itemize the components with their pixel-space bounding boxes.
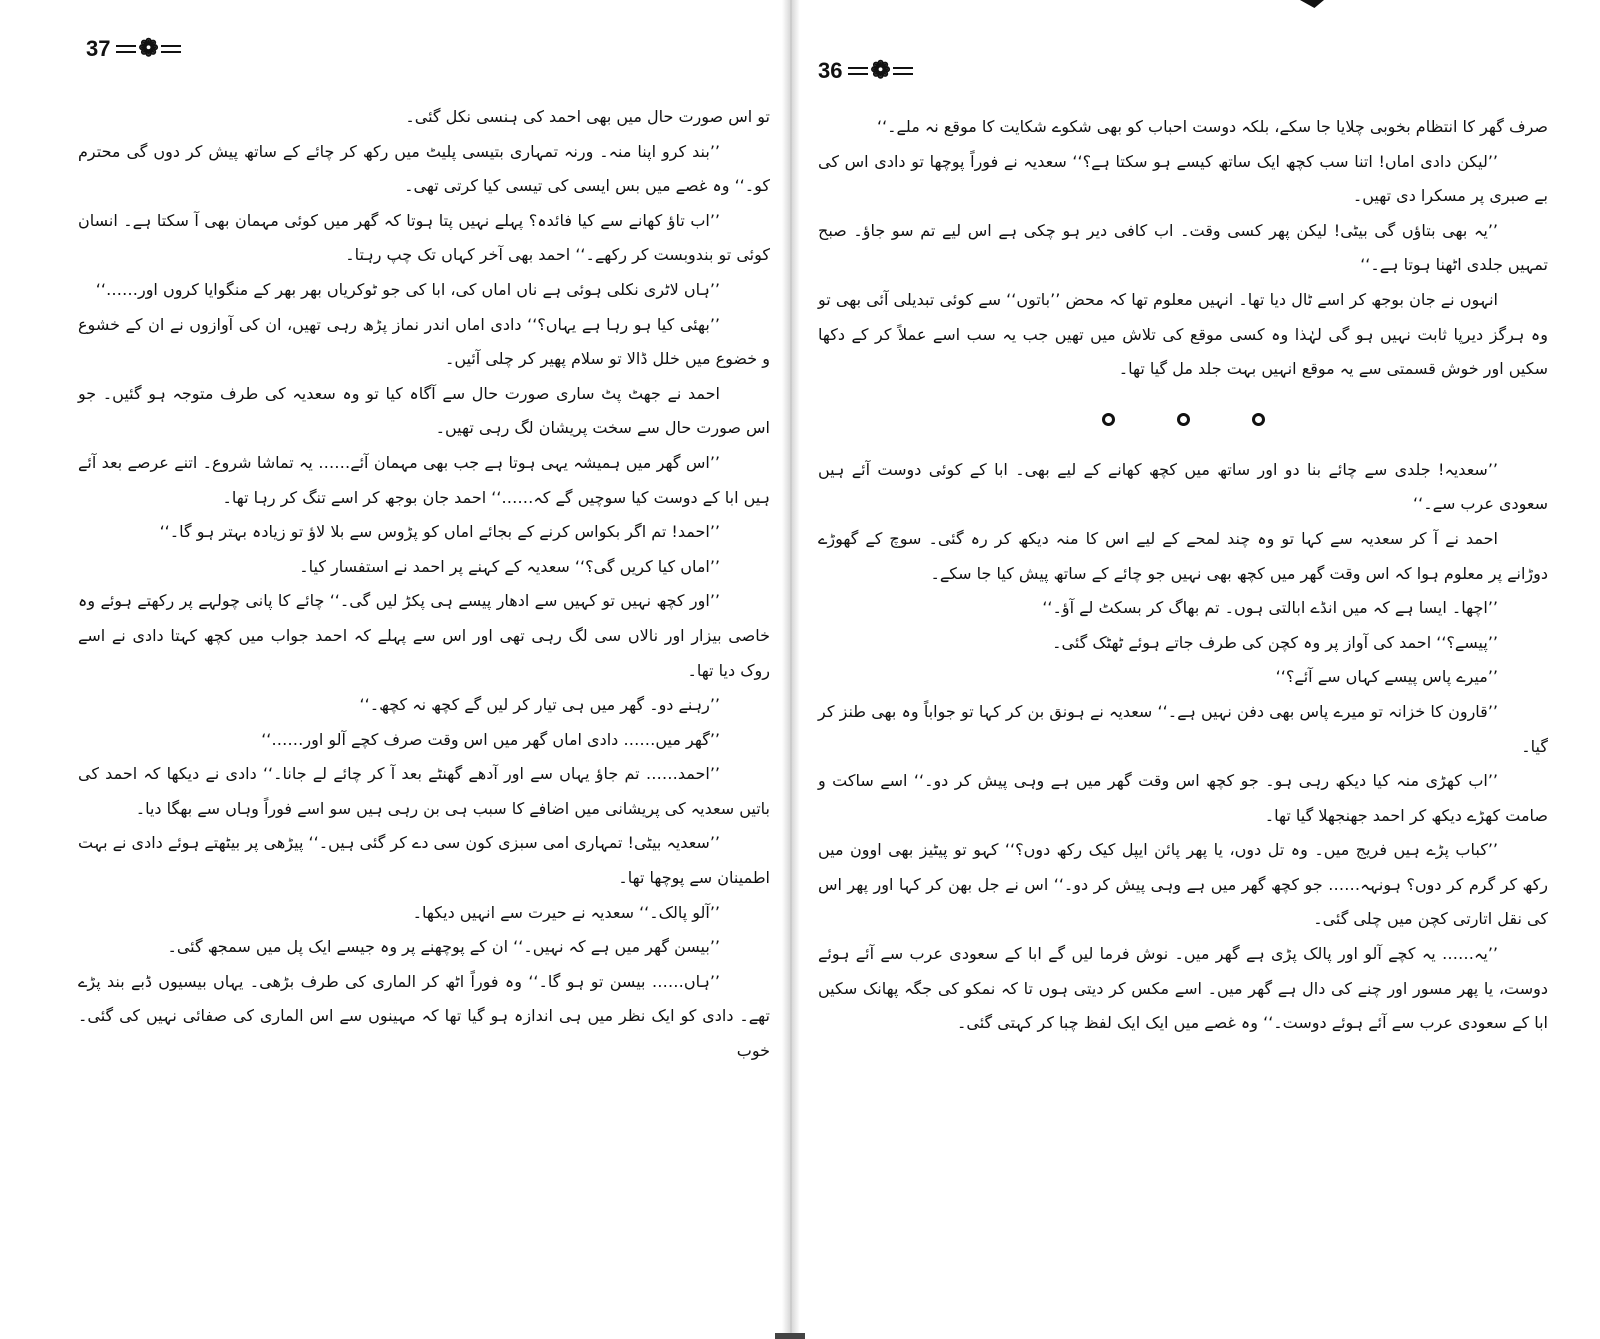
left-page-text [78, 100, 770, 1069]
header-ornament [848, 59, 912, 83]
header-ornament [116, 37, 180, 61]
paragraph: احمد نے آ کر سعدیہ سے کہا تو وہ چند لمحے کے لیے اس کا منہ دیکھ کر رہ گئی۔ سوچ کے گھوڑے دوڑانے پر معلوم ہوا کہ اس وقت گھر میں کچھ بھی نہیں جو چائے کے ساتھ پیش کیا جا سکے۔ [818, 528, 1548, 583]
paragraph: ’’اب تاؤ کھانے سے کیا فائدہ؟ پہلے نہیں پتا ہوتا کہ گھر میں کوئی مہمان بھی آ سکتا ہے۔ انسان کوئی تو بندوبست کر رکھے۔‘‘ احمد بھی آخر کہاں تک چپ رہتا۔ [78, 210, 770, 265]
paragraph: ’’بند کرو اپنا منہ۔ ورنہ تمہاری بتیسی پلیٹ میں رکھ کر چائے کے ساتھ پیش کر دوں گی محترم کو۔‘‘ وہ غصے میں بس ایسی کی تیسی کیا کرتی تھی۔ [78, 141, 770, 196]
ornament-bar [116, 45, 136, 53]
section-break [818, 405, 1548, 435]
paragraph: ’’ہاں…… بیسن تو ہو گا۔‘‘ وہ فوراً اٹھ کر الماری کی طرف بڑھی۔ یہاں بیسیوں ڈبے بند پڑے تھے۔ دادی کو ایک نظر میں ہی اندازہ ہو گیا تھا کہ مہینوں سے اس الماری کی صفائی نہیں کی گئی۔ خوب [78, 971, 770, 1061]
left-page [0, 0, 782, 1339]
paragraph: ’’کباب پڑے ہیں فریج میں۔ وہ تل دوں، یا پھر پائن ایپل کیک رکھ دوں؟‘‘ کہو تو پیٹیز بھی اوون میں رکھ کر گرم کر دوں؟ ہونہہ…… جو کچھ گھر میں ہے وہی پیش کر دو۔‘‘ اس نے جل بھن کر کہا اور پھر اس کی نقل اتارتی کچن میں چلی گئی۔ [818, 840, 1548, 929]
page-number: 37 [86, 36, 111, 61]
paragraph: ’’اور کچھ نہیں تو کہیں سے ادھار پیسے ہی پکڑ لیں گی۔‘‘ چائے کا پانی چولہے پر رکھتے ہوئے وہ خاصی بیزار اور نالاں سی لگ رہی تھی اور اس سے پہلے کہ احمد جواب میں کچھ کہتا دادی نے اسے روک دیا تھا۔ [78, 591, 770, 680]
page-number: 36 [818, 58, 843, 83]
right-page [800, 0, 1600, 1339]
paragraph: صرف گھر کا انتظام بخوبی چلایا جا سکے، بلکہ دوست احباب کو بھی شکوے شکایت کا موقع نہ ملے۔‘‘ [877, 117, 1548, 136]
paragraph: ’’آلو پالک۔‘‘ سعدیہ نے حیرت سے انہیں دیکھا۔ [412, 902, 720, 922]
paragraph: ’’قارون کا خزانہ تو میرے پاس بھی دفن نہیں ہے۔‘‘ سعدیہ نے ہونق بن کر کہا تو جواباً وہ بھی طنز کر گیا۔ [818, 701, 1548, 756]
paragraph: ’’لیکن دادی اماں! اتنا سب کچھ ایک ساتھ کیسے ہو سکتا ہے؟‘‘ سعدیہ نے فوراً پوچھا تو دادی اس کی بے صبری پر مسکرا دی تھیں۔ [818, 151, 1548, 206]
paragraph: احمد نے جھٹ پٹ ساری صورت حال سے آگاہ کیا تو وہ سعدیہ کی طرف متوجہ ہو گئیں۔ جو اس صورت حال سے سخت پریشان لگ رہی تھیں۔ [78, 383, 770, 438]
page-header-right [818, 58, 913, 84]
section-break-dot-icon [1252, 413, 1265, 426]
section-break-dot-icon [1177, 413, 1190, 426]
paragraph: ’’سعدیہ بیٹی! تمہاری امی سبزی کون سی دے کر گئی ہیں۔‘‘ پیڑھی پر بیٹھتے ہوئے دادی نے بہت اطمینان سے پوچھا تھا۔ [78, 833, 770, 888]
paragraph: ’’رہنے دو۔ گھر میں ہی تیار کر لیں گے کچھ نہ کچھ۔‘‘ [359, 695, 720, 715]
paragraph: ’’بھئی کیا ہو رہا ہے یہاں؟‘‘ دادی اماں اندر نماز پڑھ رہی تھیں، ان کی آوازوں نے ان کے خشوع و خضوع میں خلل ڈالا تو سلام پھیر کر چلی آئیں۔ [78, 314, 770, 369]
ornament-bar [161, 45, 181, 53]
flower-ornament-icon: ❁ [138, 35, 159, 62]
paragraph: ’’اس گھر میں ہمیشہ یہی ہوتا ہے جب بھی مہمان آئے…… یہ تماشا شروع۔ اتنے عرصے بعد آئے ہیں ابا کے دوست کیا سوچیں گے کہ……‘‘ احمد جان بوجھ کر اسے تنگ کر رہا تھا۔ [78, 452, 770, 507]
flower-ornament-icon: ❁ [870, 57, 891, 84]
paragraph: ’’احمد! تم اگر بکواس کرنے کے بجائے اماں کو پڑوس سے بلا لاؤ تو زیادہ بہتر ہو گا۔‘‘ [159, 522, 720, 542]
paragraph: ’’ہاں لاٹری نکلی ہوئی ہے ناں اماں کی، ابا کی جو ٹوکریاں بھر بھر کے منگوایا کروں اور……‘‘ [95, 279, 720, 299]
ornament-bar [893, 67, 913, 75]
paragraph: ’’بیسن گھر میں ہے کہ نہیں۔‘‘ ان کے پوچھنے پر وہ جیسے ایک پل میں سمجھ گئی۔ [167, 937, 720, 957]
paragraph: ’’یہ…… یہ کچے آلو اور پالک پڑی ہے گھر میں۔ نوش فرما لیں گے ابا کے سعودی عرب سے آئے ہوئے دوست، یا پھر مسور اور چنے کی دال ہے گھر میں۔ اسے مکس کر دیتی ہوں تا کہ نمکو کی جگہ پھانک سکیں ابا کے سعودی عرب سے آئے ہوئے دوست۔‘‘ وہ غصے میں ایک ایک لفظ چبا کر کہتی گئی۔ [818, 944, 1548, 1033]
right-page-text [818, 110, 1548, 1041]
paragraph: ’’پیسے؟‘‘ احمد کی آواز پر وہ کچن کی طرف جاتے ہوئے ٹھٹک گئی۔ [1052, 632, 1498, 652]
paragraph: ’’اب کھڑی منہ کیا دیکھ رہی ہو۔ جو کچھ اس وقت گھر میں ہے وہی پیش کر دو۔‘‘ اسے ساکت و صامت کھڑے دیکھ کر احمد جھنجھلا گیا تھا۔ [818, 771, 1548, 825]
book-gutter [782, 0, 800, 1339]
paragraph: تو اس صورت حال میں بھی احمد کی ہنسی نکل گئی۔ [405, 107, 770, 126]
paragraph: ’’اچھا۔ ایسا ہے کہ میں انڈے ابالتی ہوں۔ تم بھاگ کر بسکٹ لے آؤ۔‘‘ [1042, 598, 1498, 618]
paragraph: ’’احمد…… تم جاؤ یہاں سے اور آدھے گھنٹے بعد آ کر چائے لے جانا۔‘‘ دادی نے دیکھا کہ احمد کی باتیں سعدیہ کی پریشانی میں اضافے کا سبب ہی بن رہی ہیں سو اسے فوراً وہاں سے بھگا دیا۔ [78, 764, 770, 818]
ornament-bar [848, 67, 868, 75]
paragraph: ’’میرے پاس پیسے کہاں سے آئے؟‘‘ [1275, 667, 1498, 687]
paragraph: ’’گھر میں…… دادی اماں گھر میں اس وقت صرف کچے آلو اور……‘‘ [261, 729, 720, 749]
paragraph: ’’یہ بھی بتاؤں گی بیٹی! لیکن پھر کسی وقت۔ اب کافی دیر ہو چکی ہے اس لیے تم سو جاؤ۔ صبح تمہیں جلدی اٹھنا ہوتا ہے۔‘‘ [818, 220, 1548, 275]
paragraph: ’’اماں کیا کریں گی؟‘‘ سعدیہ کے کہنے پر احمد نے استفسار کیا۔ [299, 556, 720, 576]
paragraph: ’’سعدیہ! جلدی سے چائے بنا دو اور ساتھ میں کچھ کھانے کے لیے بھی۔ ابا کے کوئی دوست آئے ہیں سعودی عرب سے۔‘‘ [818, 459, 1548, 514]
page-header-left [86, 36, 181, 62]
section-break-dot-icon [1102, 413, 1115, 426]
paragraph: انہوں نے جان بوجھ کر اسے ٹال دیا تھا۔ انہیں معلوم تھا کہ محض ’’باتوں‘‘ سے کوئی تبدیلی آئی بھی تو وہ ہرگز دیرپا ثابت نہیں ہو گی لہٰذا وہ کسی موقع کی تلاش میں تھیں جب یہ سب اسے عملاً کر کے دکھا سکیں اور خوش قسمتی سے یہ موقع انہیں بہت جلد مل گیا تھا۔ [818, 289, 1548, 379]
